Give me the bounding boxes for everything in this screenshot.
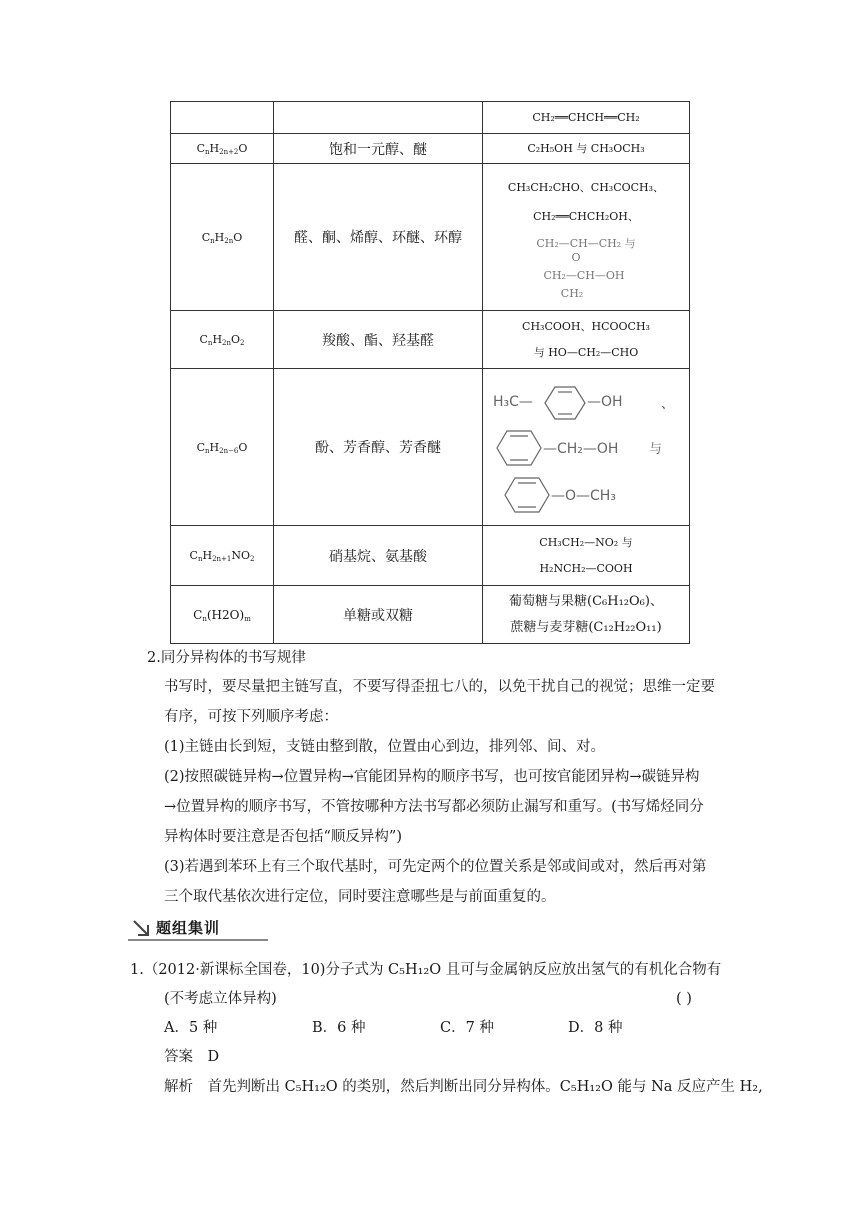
- analysis-line: 解析 首先判断出 C₅H₁₂O 的类别，然后判断出同分异构体。C₅H₁₂O 能与 Na 反应产生 H₂,: [164, 1079, 763, 1095]
- paragraph: (2)按照碳链异构→位置异构→官能团异构的顺序书写，也可按官能团异构→碳链异构: [164, 769, 700, 785]
- formula-cell: $C_n(H2O)_m$: [171, 586, 274, 644]
- example-line: 与 HO—CH₂—CHO: [533, 345, 639, 359]
- hydroxyl-label: —OH: [587, 393, 623, 410]
- example-line: CH₃CH₂CHO、CH₃COCH₃、: [507, 181, 665, 194]
- isomer-table: [170, 101, 690, 644]
- paragraph: 书写时，要尽量把主链写直，不要写得歪扭七八的，以免干扰自己的视觉；思维一定要: [164, 679, 715, 695]
- ring-ch2: CH₂: [560, 287, 584, 300]
- class-cell: [274, 102, 483, 134]
- paragraph: 三个取代基依次进行定位，同时要注意哪些是与前面重复的。: [164, 889, 556, 905]
- answer-blank: ( ): [676, 991, 692, 1007]
- example-line: H₂NCH₂—COOH: [539, 561, 633, 575]
- paragraph: (1)主链由长到短，支链由整到散，位置由心到边，排列邻、间、对。: [164, 739, 606, 755]
- formula-cell: $C_nH_{2n+2}O$: [171, 134, 274, 164]
- practice-title: 题组集训: [156, 919, 221, 937]
- example-line: CH₂══CHCH₂OH、: [533, 210, 639, 223]
- example-cell: [483, 164, 690, 311]
- och3-label: —O—CH₃: [551, 487, 616, 504]
- separator: 、: [661, 396, 675, 412]
- example-cell: CH₂══CHCH══CH₂: [483, 102, 690, 134]
- example-line: CH₃CH₂—NO₂ 与: [539, 535, 633, 549]
- class-cell: 饱和一元醇、醚: [274, 134, 483, 164]
- question-stem: 1.（2012·新课标全国卷，10)分子式为 C₅H₁₂O 且可与金属钠反应放出氢气的有机化合物有: [130, 962, 722, 978]
- example-line: CH₃COOH、HCOOCH₃: [522, 319, 650, 333]
- example-line: 蔗糖与麦芽糖(C₁₂H₂₂O₁₁): [510, 619, 662, 635]
- option-b: B．6 种: [312, 1020, 366, 1036]
- aromatic-structures: [483, 370, 689, 525]
- practice-section-header: [128, 917, 268, 941]
- example-cell: [483, 526, 690, 586]
- example-cell: [483, 369, 690, 526]
- option-d: D．8 种: [568, 1020, 623, 1036]
- section-underline: [128, 939, 268, 941]
- formula-cell: $C_nH_{2n+1}NO_2$: [171, 526, 274, 586]
- paragraph: 有序，可按下列顺序考虑：: [164, 709, 338, 725]
- formula-cell: $C_nH_{2n}O_2$: [171, 311, 274, 369]
- class-cell: 酚、芳香醇、芳香醚: [274, 369, 483, 526]
- formula-cell: $C_nH_{2n-6}O$: [171, 369, 274, 526]
- question-stem-note: (不考虑立体异构): [164, 991, 277, 1007]
- option-a: A．5 种: [164, 1020, 218, 1036]
- class-cell: 硝基烷、氨基酸: [274, 526, 483, 586]
- paragraph: 异构体时要注意是否包括“顺反异构”): [164, 829, 402, 845]
- class-cell: 单糖或双糖: [274, 586, 483, 644]
- class-cell: 羧酸、酯、羟基醛: [274, 311, 483, 369]
- class-cell: 醛、酮、烯醇、环醚、环醇: [274, 164, 483, 311]
- section-heading: 2.同分异构体的书写规律: [147, 650, 306, 666]
- ch2oh-label: —CH₂—OH: [543, 440, 619, 457]
- example-cell: [483, 586, 690, 644]
- formula-cell: $C_nH_{2n}O$: [171, 164, 274, 311]
- arrow-corner-icon: [130, 917, 152, 939]
- option-c: C．7 种: [440, 1020, 494, 1036]
- paragraph: (3)若遇到苯环上有三个取代基时，可先定两个的位置关系是邻或间或对，然后再对第: [164, 859, 707, 875]
- ring-oxygen: O: [571, 251, 581, 264]
- ring-ether-structure: CH₂—CH—CH₂ 与: [536, 237, 636, 250]
- example-cell: C₂H₅OH 与 CH₃OCH₃: [483, 134, 690, 164]
- example-line: 葡萄糖与果糖(C₆H₁₂O₆)、: [509, 593, 663, 609]
- and-label: 与: [649, 441, 663, 457]
- example-cell: [483, 311, 690, 369]
- answer-line: 答案 D: [164, 1049, 220, 1065]
- methyl-label: H₃C—: [493, 393, 533, 410]
- formula-cell: [171, 102, 274, 134]
- ring-alcohol-structure: CH₂—CH—OH: [543, 269, 625, 282]
- paragraph: →位置异构的顺序书写，不管按哪种方法书写都必须防止漏写和重写。(书写烯烃同分: [164, 799, 704, 815]
